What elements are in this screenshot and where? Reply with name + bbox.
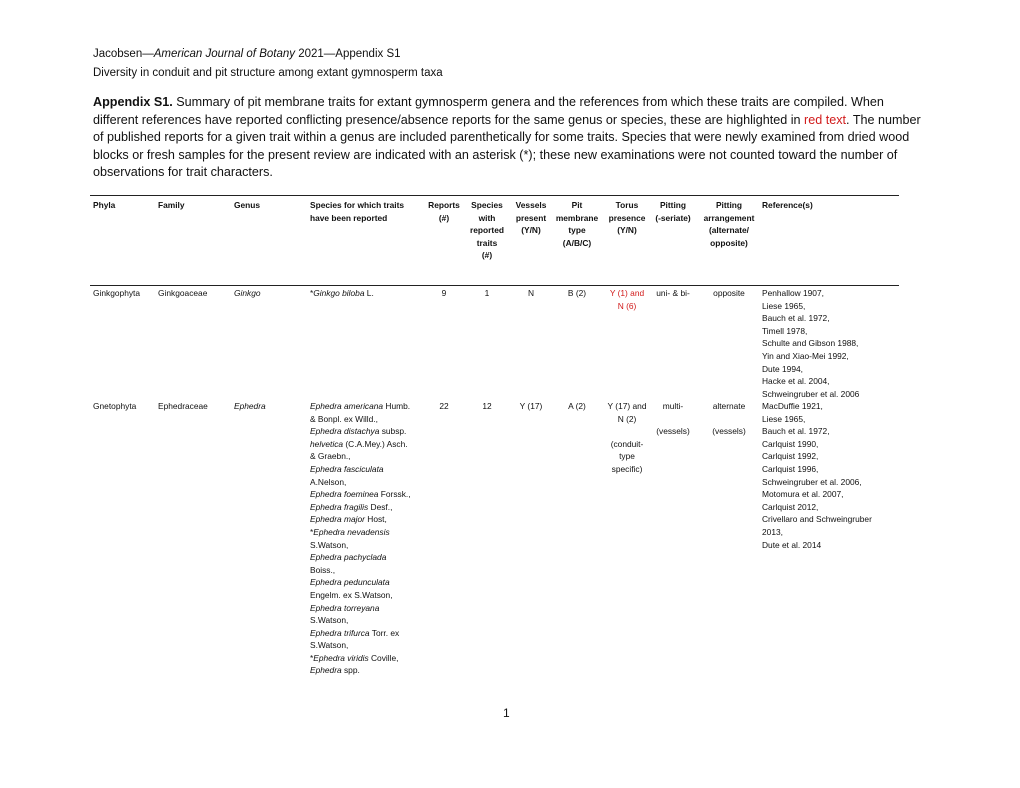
cell-torus-conflict: Y (1) and N (6) xyxy=(609,288,645,311)
cell-torus: Y (17) and N (2) (conduit- type specific) xyxy=(607,401,647,474)
caption-label: Appendix S1. xyxy=(93,95,173,109)
cell-genus: Ephedra xyxy=(234,401,266,411)
cell-references: MacDuffie 1921, Liese 1965, Bauch et al. 1972, Carlquist 1990, Carlquist 1992, Carlquist 1996, Schweingruber et al. 2006, Motomura et al. 2007, Carlquist 2012, Crivellaro and Schweingruber 2013, Dute et al. 2014 xyxy=(762,401,872,550)
caption-text: Summary of pit membrane traits for extant gymnosperm genera and the references from which these traits are compiled. When different references have reported conflicting presence/absence reports for the same genus or species, these are highlighted in xyxy=(93,95,884,127)
cell-arrangement: opposite xyxy=(713,288,745,298)
header-torus: Torus presence (Y/N) xyxy=(608,200,646,236)
cell-reports: 22 xyxy=(439,401,449,411)
cell-species: *Ginkgo biloba L. xyxy=(310,288,374,298)
header-arrangement: Pitting arrangement (alternate/ opposite) xyxy=(703,200,755,248)
cell-references: Penhallow 1907, Liese 1965, Bauch et al. 1972, Timell 1978, Schulte and Gibson 1988, Yin and Xiao-Mei 1992, Dute 1994, Hacke et al. 2004, Schweingruber et al. 2006 xyxy=(762,288,860,399)
running-header xyxy=(93,47,401,61)
header-author: Jacobsen— xyxy=(93,48,154,60)
cell-vessels: Y (17) xyxy=(519,401,543,411)
cell-species: Ephedra americana Humb. & Bonpl. ex Willd., Ephedra distachya subsp. helvetica (C.A.Mey.) Asch. & Graebn., Ephedra fasciculata A.Nelson, Ephedra foeminea Forssk., Ephedra fragilis Desf., Ephedra major Host, *Ephedra nevadensis S.Watson, Ephedra pachyclada Boiss., Ephedra pedunculata Engelm. ex S.Watson, Ephedra torreyana S.Watson, Ephedra trifurca Torr. ex S.Watson, *Ephedra viridis Coville, Ephedra spp. xyxy=(310,401,411,676)
cell-phyla: Gnetophyta xyxy=(93,401,137,411)
header-phyla: Phyla xyxy=(93,200,116,210)
appendix-caption xyxy=(93,94,929,182)
cell-reports: 9 xyxy=(441,288,447,298)
cell-species-count: 12 xyxy=(482,401,492,411)
header-vessels: Vessels present (Y/N) xyxy=(515,200,547,236)
header-species-count: Species with reported traits (#) xyxy=(470,200,504,261)
cell-vessels: N xyxy=(527,288,535,298)
cell-pit-membrane: A (2) xyxy=(568,401,586,411)
header-family: Family xyxy=(158,200,185,210)
header-suffix: 2021—Appendix S1 xyxy=(295,48,401,60)
cell-species-count: 1 xyxy=(484,288,490,298)
table-top-rule xyxy=(90,195,899,196)
header-journal: American Journal of Botany xyxy=(153,48,296,60)
page-number: 1 xyxy=(503,706,510,720)
cell-pit-membrane: B (2) xyxy=(567,288,587,298)
cell-genus: Ginkgo xyxy=(234,288,261,298)
running-subtitle: Diversity in conduit and pit structure among extant gymnosperm taxa xyxy=(93,67,443,79)
cell-family: Ginkgoaceae xyxy=(158,288,208,298)
cell-pitting: multi- (vessels) xyxy=(656,401,690,437)
cell-phyla: Ginkgophyta xyxy=(93,288,141,298)
header-reports: Reports (#) xyxy=(428,200,460,223)
caption-text-end: . The number of published reports for a given trait within a genus are included parenthetically for some traits. Species that were newly examined from dried wood blocks or fresh samples for the present review are indicated with an asterisk (*); these new examinations were not counted toward the number of observations for trait characters. xyxy=(93,112,921,180)
caption-red-text: red text xyxy=(804,112,847,127)
cell-pitting: uni- & bi- xyxy=(656,288,690,298)
header-references: Reference(s) xyxy=(762,200,813,210)
header-pitting: Pitting (-seriate) xyxy=(655,200,691,223)
table-header-rule xyxy=(90,285,899,286)
cell-arrangement: alternate (vessels) xyxy=(712,401,746,437)
header-genus: Genus xyxy=(234,200,261,210)
cell-family: Ephedraceae xyxy=(158,401,208,411)
header-species: Species for which traits have been reported xyxy=(310,200,405,223)
header-pit-membrane: Pit membrane type (A/B/C) xyxy=(555,200,599,248)
